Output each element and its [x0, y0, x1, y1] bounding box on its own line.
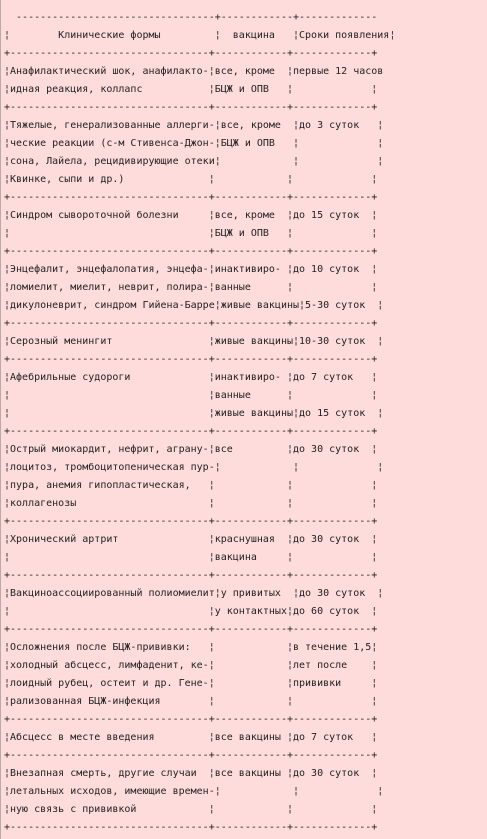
- table-line: ¦дикулоневрит, синдром Гийена-Барре¦живые вакцины¦5-30 суток ¦: [4, 300, 384, 311]
- table-line: ¦лоцитоз, тромбоцитопеническая пур-¦ ¦ ¦: [4, 462, 384, 473]
- table-line: ¦Афебрильные судороги ¦инактивиро- ¦до 7 суток ¦: [4, 372, 378, 383]
- table-line: ¦ ¦у контактных¦до 60 суток ¦: [4, 606, 378, 617]
- table-line: +---------------------------------+------------+-------------+: [4, 354, 378, 365]
- table-line: ¦ческие реакции (с-м Стивенса-Джон-¦БЦЖ и ОПВ ¦ ¦: [4, 138, 384, 149]
- table-line: +---------------------------------+------------+-------------+: [4, 102, 378, 113]
- table-line: +---------------------------------+------------+-------------+: [4, 624, 378, 635]
- table-line: +---------------------------------+------------+-------------+: [4, 48, 378, 59]
- table-line: +---------------------------------+------------+-------------+: [4, 750, 378, 761]
- table-line: +---------------------------------+------------+-------------+: [4, 516, 378, 527]
- table-line: ¦летальных исходов, имеющие времен-¦ ¦ ¦: [4, 786, 384, 797]
- table-line: ¦Тяжелые, генерализованные аллерги-¦все, кроме ¦до 3 суток ¦: [4, 120, 384, 131]
- table-line: +---------------------------------+------------+-------------+: [4, 822, 378, 833]
- table-line: ¦Анафилактический шок, анафилакто-¦все, кроме ¦первые 12 часов: [4, 66, 384, 77]
- table-line: +---------------------------------+------------+-------------+: [4, 714, 378, 725]
- table-line: ¦ ¦БЦЖ и ОПВ ¦ ¦: [4, 228, 378, 239]
- table-line: ¦лоидный рубец, остеит и др. Гене-¦ ¦прививки ¦: [4, 678, 378, 689]
- table-line: ¦идная реакция, коллапс ¦БЦЖ и ОПВ ¦ ¦: [4, 84, 378, 95]
- table-line: ¦Вакциноассоциированный полиомиелит¦у привитых ¦до 30 суток ¦: [4, 588, 384, 599]
- ascii-complications-table: [4, 9, 395, 837]
- table-line: ¦Острый миокардит, нефрит, аграну-¦все ¦до 30 суток ¦: [4, 444, 378, 455]
- table-line: ¦коллагенозы ¦ ¦ ¦: [4, 498, 378, 509]
- table-line: ¦Серозный менингит ¦живые вакцины¦10-30 суток ¦: [4, 336, 384, 347]
- table-line: ¦пура, анемия гипопластическая, ¦ ¦ ¦: [4, 480, 378, 491]
- table-line: +---------------------------------+------------+-------------+: [4, 192, 378, 203]
- table-line: ¦ломиелит, миелит, неврит, полира-¦ванные ¦ ¦: [4, 282, 378, 293]
- table-line: ¦Синдром сывороточной болезни ¦все, кроме ¦до 15 суток ¦: [4, 210, 378, 221]
- table-line: +---------------------------------+------------+-------------+: [4, 246, 378, 257]
- table-line: ¦ Клинические формы ¦ вакцина ¦Сроки появления¦: [4, 30, 396, 41]
- table-line: +---------------------------------+------------+-------------+: [4, 318, 378, 329]
- table-line: ¦Абсцесс в месте введения ¦все вакцины ¦до 7 суток ¦: [4, 732, 378, 743]
- table-line: ¦рализованная БЦЖ-инфекция ¦ ¦ ¦: [4, 696, 378, 707]
- table-line: ¦сона, Лайела, рецидивирующие отеки¦ ¦ ¦: [4, 156, 384, 167]
- table-line: ¦ную связь с прививкой ¦ ¦ ¦: [4, 804, 378, 815]
- table-line: +---------------------------------+------------+-------------+: [4, 570, 378, 581]
- table-line: ¦ ¦живые вакцины¦до 15 суток ¦: [4, 408, 384, 419]
- table-line: ¦Квинке, сыпи и др.) ¦ ¦ ¦: [4, 174, 378, 185]
- table-line: ¦Осложнения после БЦЖ-прививки: ¦ ¦в течение 1,5¦: [4, 642, 378, 653]
- table-line: ¦ ¦вакцина ¦ ¦: [4, 552, 378, 563]
- table-line: ¦Внезапная смерть, другие случаи ¦все вакцины ¦до 30 суток ¦: [4, 768, 378, 779]
- table-line: ¦Хронический артрит ¦краснушная ¦до 30 суток ¦: [4, 534, 378, 545]
- table-line: +---------------------------------+------------+-------------+: [4, 426, 378, 437]
- table-line: ¦холодный абсцесс, лимфаденит, ке-¦ ¦лет после ¦: [4, 660, 378, 671]
- table-line: ¦Энцефалит, энцефалопатия, энцефа-¦инактивиро- ¦до 10 суток ¦: [4, 264, 378, 275]
- table-line: ¦ ¦ванные ¦ ¦: [4, 390, 378, 401]
- table-line: ---------------------------------+------------+-------------: [4, 12, 378, 23]
